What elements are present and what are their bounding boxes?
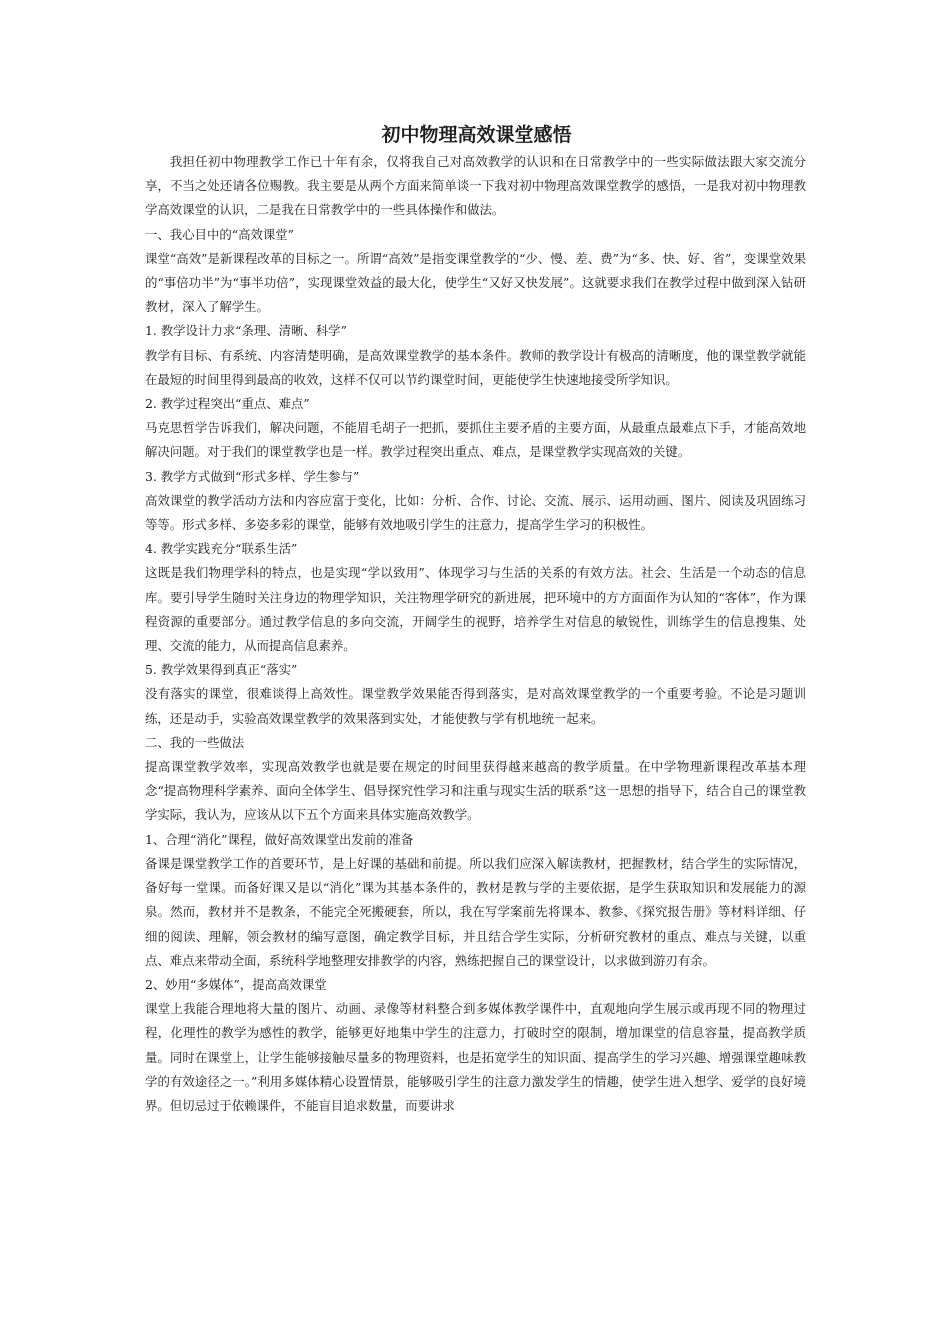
method-1-body: 备课是课堂教学工作的首要环节，是上好课的基础和前提。所以我们应深入解读教材，把握教材，结合学生的实际情况，备好每一堂课。而备好课又是以“消化”课为其基本条件的，教材是教与学的主要依据，是学生获取知识和发展能力的源泉。然而，教材并不是教条，不能完全死搬硬套，所以，我在写学案前先将课本、教参、《探究报告册》等材料详细、仔细的阅读、理解，领会教材的编写意图，确定教学目标，并且结合学生实际，分析研究教材的重点、难点与关键，以重点、难点来带动全面，系统科学地整理安排教学的内容，熟练把握自己的课堂设计，以求做到游刃有余。	[145, 855, 806, 968]
point-5-heading: 5. 教学效果得到真正“落实”	[145, 662, 298, 678]
point-1-body: 教学有目标、有系统、内容清楚明确，是高效课堂教学的基本条件。教师的教学设计有极高的清晰度，他的课堂教学就能在最短的时间里得到最高的收效，这样不仅可以节约课堂时间，更能使学生快速地接受所学知识。	[145, 347, 806, 387]
section-2-body: 提高课堂教学效率，实现高效教学也就是要在规定的时间里获得越来越高的教学质量。在中学物理新课程改革基本理念“提高物理科学素养、面向全体学生、倡导探究性学习和注重与现实生活的联系”这一思想的指导下，结合自己的课堂教学实际，我认为，应该从以下五个方面来具体实施高效教学。	[145, 759, 806, 823]
point-4-heading: 4. 教学实践充分“联系生活”	[145, 541, 298, 557]
point-5-body: 没有落实的课堂，很难谈得上高效性。课堂教学效果能否得到落实，是对高效课堂教学的一个重要考验。不论是习题训练，还是动手，实验高效课堂教学的效果落到实处，才能使教与学有机地统一起来。	[145, 686, 806, 726]
point-3-body: 高效课堂的教学活动方法和内容应富于变化，比如：分析、合作、讨论、交流、展示、运用动画、图片、阅读及巩固练习等等。形式多样、多姿多彩的课堂，能够有效地吸引学生的注意力，提高学生学习的积极性。	[145, 492, 806, 533]
section-1-body: 课堂“高效”是新课程改革的目标之一。所谓“高效”是指变课堂教学的“少、慢、差、费”为“多、快、好、省”，变课堂效果的“事倍功半”为“事半功倍”，实现课堂效益的最大化，使学生“又好又快发展”。这就要求我们在教学过程中做到深入钻研教材，深入了解学生。	[145, 250, 806, 315]
document-title: 初中物理高效课堂感悟	[381, 124, 572, 146]
point-1-heading: 1. 教学设计力求“条理、清晰、科学”	[145, 323, 347, 339]
point-3-heading: 3. 教学方式做到“形式多样、学生参与”	[145, 468, 360, 484]
method-1-heading: 1、合理“消化”课程，做好高效课堂出发前的准备	[145, 831, 414, 847]
document-page	[145, 120, 806, 1118]
point-4-body: 这既是我们物理学科的特点，也是实现“学以致用”、体现学习与生活的关系的有效方法。社会、生活是一个动态的信息库。要引导学生随时关注身边的物理学知识，关注物理学研究的新进展，把环境中的方方面面作为认知的“客体”，作为课程资源的重要部分。通过教学信息的多向交流，开阔学生的视野，培养学生对信息的敏锐性，训练学生的信息搜集、处理、交流的能力，从而提高信息素养。	[145, 565, 806, 654]
point-2-heading: 2. 教学过程突出“重点、难点”	[145, 396, 310, 412]
section-2-heading: 二、我的一些做法	[145, 734, 245, 750]
intro-paragraph: 我担任初中物理教学工作已十年有余，仅将我自己对高效教学的认识和在日常教学中的一些实际做法跟大家交流分享，不当之处还请各位赐教。我主要是从两个方面来简单谈一下我对初中物理高效课堂教学的感悟，一是我对初中物理教学高效课堂的认识，二是我在日常教学中的一些具体操作和做法。	[145, 154, 806, 218]
point-2-body: 马克思哲学告诉我们，解决问题，不能眉毛胡子一把抓，要抓住主要矛盾的主要方面，从最重点最难点下手，才能高效地解决问题。对于我们的课堂教学也是一样。教学过程突出重点、难点，是课堂教学实现高效的关键。	[145, 420, 806, 460]
method-2-body: 课堂上我能合理地将大量的图片、动画、录像等材料整合到多媒体教学课件中，直观地向学生展示或再现不同的物理过程，化理性的教学为感性的教学，能够更好地集中学生的注意力，打破时空的限制，增加课堂的信息容量，提高教学质量。同时在课堂上，让学生能够接触尽量多的物理资料，也是拓宽学生的知识面、提高学生的学习兴趣、增强课堂趣味教学的有效途径之一。”利用多媒体精心设置情景，能够吸引学生的注意力激发学生的情趣，使学生进入想学、爱学的良好境界。但切忌过于依赖课件，不能盲目追求数量，而要讲求	[145, 1001, 806, 1113]
method-2-heading: 2、妙用“多媒体”，提高高效课堂	[145, 976, 327, 992]
section-1-heading: 一、我心目中的“高效课堂”	[145, 226, 294, 242]
